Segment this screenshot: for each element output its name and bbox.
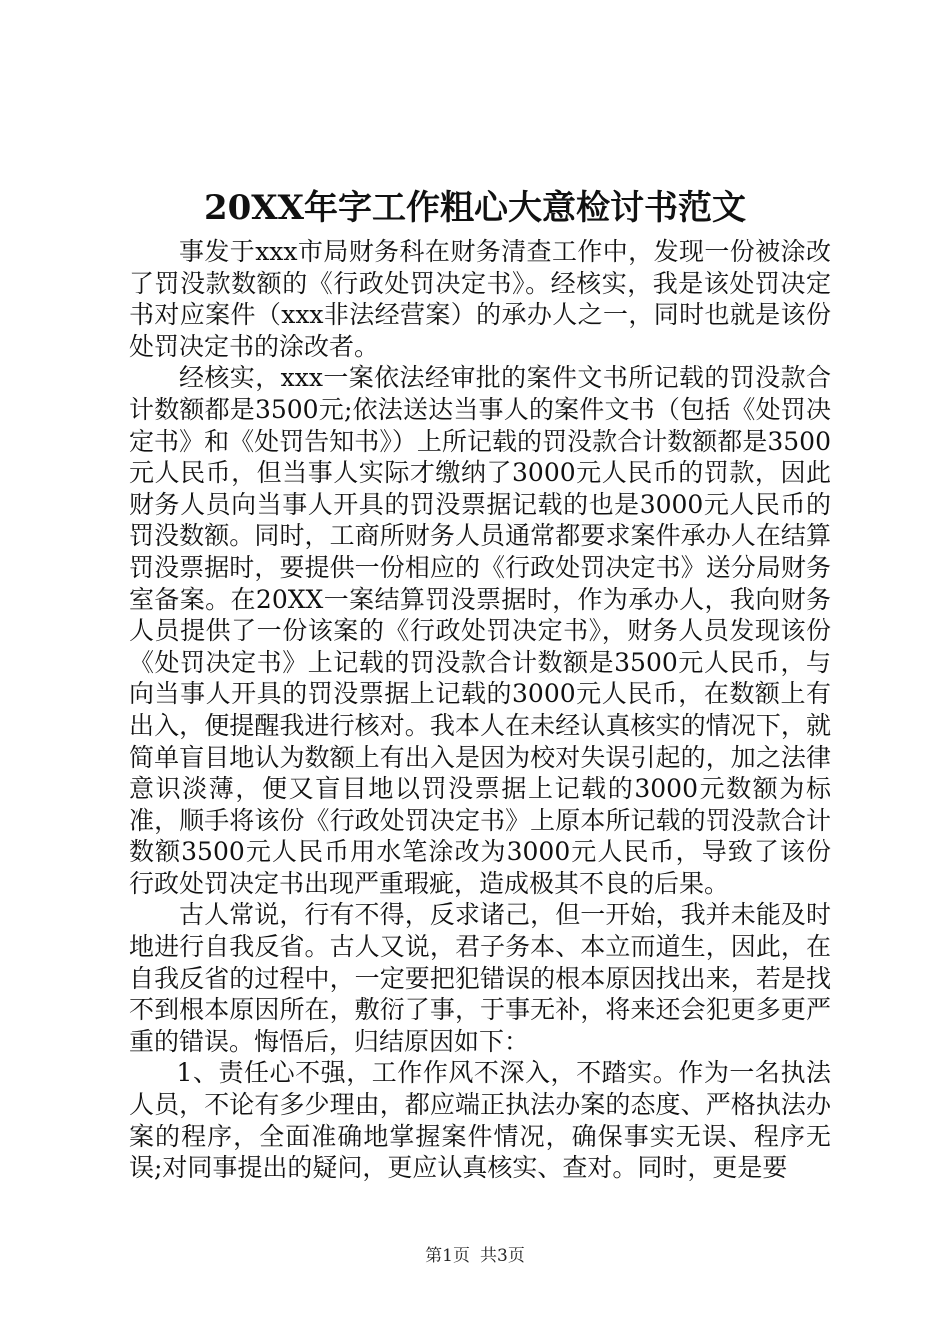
paragraph-1: 事发于xxx市局财务科在财务清查工作中，发现一份被涂改了罚没款数额的《行政处罚决定书》。经核实，我是该处罚决定书对应案件（xxx非法经营案）的承办人之一，同时也就是该份处罚决定书的涂改者。 [129, 237, 831, 361]
page-total: 共3页 [480, 1246, 525, 1266]
paragraph-2: 经核实，xxx一案依法经审批的案件文书所记载的罚没款合计数额都是3500元;依法送达当事人的案件文书（包括《处罚决定书》和《处罚告知书》）上所记载的罚没款合计数额都是3500元人民币，但当事人实际才缴纳了3000元人民币的罚款，因此财务人员向当事人开具的罚没票据记载的也是3000元人民币的罚没数额。同时，工商所财务人员通常都要求案件承办人在结算罚没票据时，要提供一份相应的《行政处罚决定书》送分局财务室备案。在20XX一案结算罚没票据时，作为承办人，我向财务人员提供了一份该案的《行政处罚决定书》，财务人员发现该份《处罚决定书》上记载的罚没款合计数额是3500元人民币，与向当事人开具的罚没票据上记载的3000元人民币，在数额上有出入，便提醒我进行核对。我本人在未经认真核实的情况下，就简单盲目地认为数额上有出入是因为校对失误引起的，加之法律意识淡薄，便又盲目地以罚没票据上记载的3000元数额为标准，顺手将该份《行政处罚决定书》上原本所记载的罚没款合计数额3500元人民币用水笔涂改为3000元人民币，导致了该份行政处罚决定书出现严重瑕疵，造成极其不良的后果。 [129, 363, 831, 898]
paragraph-4: 1、责任心不强，工作作风不深入，不踏实。作为一名执法人员，不论有多少理由，都应端正执法办案的态度、严格执法办案的程序，全面准确地掌握案件情况，确保事实无误、程序无误;对同事提出的疑问，更应认真核实、查对。同时，更是要 [129, 1058, 831, 1183]
document-body [129, 236, 831, 1184]
document-title: 20XX年字工作粗心大意检讨书范文 [203, 188, 747, 228]
paragraph-3: 古人常说，行有不得，反求诸己，但一开始，我并未能及时地进行自我反省。古人又说，君子务本、本立而道生，因此，在自我反省的过程中，一定要把犯错误的根本原因找出来，若是找不到根本原因所在，敷衍了事，于事无补，将来还会犯更多更严重的错误。悔悟后，归结原因如下： [129, 900, 831, 1056]
page-footer [0, 1245, 950, 1267]
page-number: 第1页 [425, 1246, 470, 1266]
